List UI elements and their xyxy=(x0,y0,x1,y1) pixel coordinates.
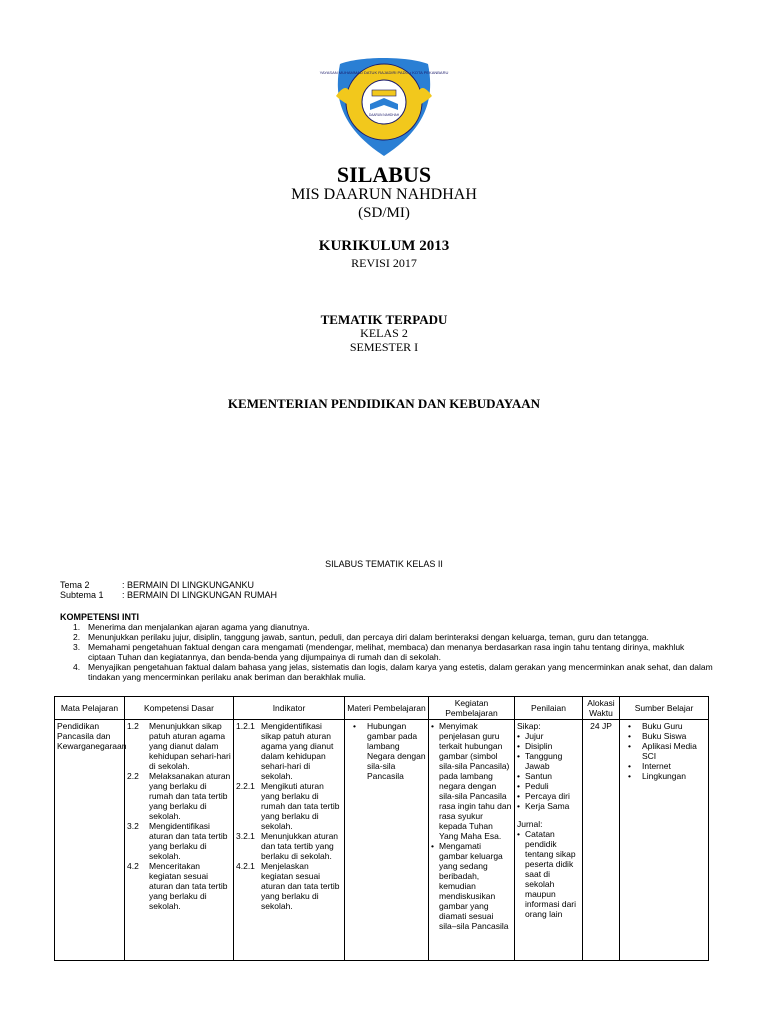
sikap-item: • Disiplin xyxy=(517,741,580,751)
indikator-number: 1.2.1 xyxy=(236,721,255,731)
ki-text: Menunjukkan perilaku jujur, disiplin, tanggung jawab, santun, peduli, dan percaya diri dalam berinteraksi dengan keluarga, teman, guru dan tetangga. xyxy=(88,632,649,642)
ki-text: Menyajikan pengetahuan faktual dalam bahasa yang jelas, sistematis dan logis, dalam karya yang estetis, dalam gerakan yang mencerminkan anak sehat, dan dalam tindakan yang mencerminkan perilaku anak beriman dan berakhlak mulia. xyxy=(88,662,713,682)
logo-ring-text: YAYASAN MUHAMMAD DATUK RAJADIRI PADO • KOTA PEKANBARU xyxy=(319,70,449,75)
kompetensi-inti-title: KOMPETENSI INTI xyxy=(60,612,140,622)
sumber-item: • Lingkungan xyxy=(622,771,706,781)
indikator-text: Mengikuti aturan yang berlaku di rumah dan tata tertib yang berlaku di sekolah. xyxy=(261,781,340,831)
tema-value: : BERMAIN DI LINGKUNGANKU xyxy=(122,580,255,590)
cell-kompetensi-dasar xyxy=(125,720,234,961)
subtema-value: : BERMAIN DI LINGKUNGAN RUMAH xyxy=(122,590,278,600)
ki-number: 2. xyxy=(73,632,81,642)
class-label: KELAS 2 xyxy=(360,326,408,340)
ki-text: Menerima dan menjalankan ajaran agama yang dianutnya. xyxy=(88,622,310,632)
indikator-number: 2.2.1 xyxy=(236,781,255,791)
cell-alokasi: 24 JP xyxy=(583,720,620,961)
header-materi: Materi Pembelajaran xyxy=(345,697,429,720)
cell-mapel: Pendidikan Pancasila dan Kewarganegaraan xyxy=(55,720,125,961)
sikap-item: • Peduli xyxy=(517,781,580,791)
kompetensi-inti-list xyxy=(60,622,714,682)
header-kompetensi-dasar: Kompetensi Dasar xyxy=(125,697,234,720)
kd-number: 1.2 xyxy=(127,721,139,731)
indikator-item xyxy=(236,781,342,831)
indikator-text: Mengidentifikasi sikap patuh aturan agama yang dianut dalam kehidupan sehari-hari di sekolah. xyxy=(261,721,334,781)
document-title: SILABUS xyxy=(336,162,432,187)
subject-title: TEMATIK TERPADU xyxy=(320,312,448,327)
header-kegiatan: Kegiatan Pembelajaran xyxy=(429,697,515,720)
sikap-item: • Santun xyxy=(517,771,580,781)
table-header-row xyxy=(55,697,709,720)
sumber-item: • Buku Siswa xyxy=(622,731,706,741)
sumber-item: • Aplikasi Media SCI xyxy=(622,741,706,761)
ki-item xyxy=(60,622,714,632)
cell-materi xyxy=(345,720,429,961)
school-name: MIS DAARUN NAHDHAH xyxy=(291,186,477,203)
header-indikator: Indikator xyxy=(234,697,345,720)
cell-sumber xyxy=(620,720,709,961)
ki-number: 1. xyxy=(73,622,81,632)
sikap-item: • Jujur xyxy=(517,731,580,741)
ki-text: Memahami pengetahuan faktual dengan cara mengamati (mendengar, melihat, membaca) dan menanya berdasarkan rasa ingin tahu tentang dirinya, makhluk ciptaan Tuhan dan kegiatannya, dan benda-benda yang dijumpainya di rumah dan di sekolah. xyxy=(88,642,685,662)
ki-item xyxy=(60,632,714,642)
kegiatan-item: • Mengamati gambar keluarga yang sedang beribadah, kemudian mendiskusikan gambar yang diamati sesuai sila–sila Pancasila xyxy=(431,841,512,931)
kd-number: 4.2 xyxy=(127,861,139,871)
ki-item xyxy=(60,662,714,682)
kd-item xyxy=(127,721,231,771)
school-logo xyxy=(319,54,449,160)
sumber-item: • Buku Guru xyxy=(622,721,706,731)
indikator-text: Menjelaskan kegiatan sesuai aturan dan tata tertib yang berlaku di sekolah. xyxy=(261,861,340,911)
kd-number: 3.2 xyxy=(127,821,139,831)
kd-item xyxy=(127,771,231,821)
indikator-item xyxy=(236,831,342,861)
jurnal-item: • Catatan pendidik tentang sikap peserta didik saat di sekolah maupun informasi dari orang lain xyxy=(517,829,580,919)
sikap-item: • Tanggung Jawab xyxy=(517,751,580,771)
kd-number: 2.2 xyxy=(127,771,139,781)
cell-indikator xyxy=(234,720,345,961)
jurnal-label: Jurnal: xyxy=(517,819,543,829)
logo-banner xyxy=(372,90,396,96)
syllabus-heading: SILABUS TEMATIK KELAS II xyxy=(325,559,443,569)
kegiatan-item: • Menyimak penjelasan guru terkait hubungan gambar (simbol sila-sila Pancasila) pada lambang negara dengan sila-sila Pancasila rasa ingin tahu dan rasa syukur kepada Tuhan Yang Maha Esa. xyxy=(431,721,512,841)
table-row xyxy=(55,720,709,961)
subtema-label: Subtema 1 xyxy=(60,590,104,600)
ki-item xyxy=(60,642,714,662)
header-penilaian: Penilaian xyxy=(515,697,583,720)
materi-item: • Hubungan gambar pada lambang Negara dengan sila-sila Pancasila xyxy=(347,721,426,781)
tema-row xyxy=(60,580,254,590)
ki-number: 3. xyxy=(73,642,81,652)
kd-text: Melaksanakan aturan yang berlaku di rumah dan tata tertib yang berlaku di sekolah. xyxy=(149,771,231,821)
syllabus-table xyxy=(54,696,709,961)
indikator-number: 3.2.1 xyxy=(236,831,255,841)
kd-text: Menunjukkan sikap patuh aturan agama yang dianut dalam kehidupan sehari-hari di sekolah. xyxy=(149,721,231,771)
sikap-item: • Kerja Sama xyxy=(517,801,580,811)
indikator-text: Menunjukkan aturan dan tata tertib yang berlaku di sekolah. xyxy=(261,831,339,861)
indikator-item xyxy=(236,861,342,911)
ministry-name: KEMENTERIAN PENDIDIKAN DAN KEBUDAYAAN xyxy=(227,396,541,411)
indikator-item xyxy=(236,721,342,781)
kd-item xyxy=(127,861,231,911)
school-level: (SD/MI) xyxy=(358,205,410,221)
sumber-item: • Internet xyxy=(622,761,706,771)
kd-text: Mengidentifikasi aturan dan tata tertib yang berlaku di sekolah. xyxy=(149,821,228,861)
tema-label: Tema 2 xyxy=(60,580,90,590)
cell-kegiatan xyxy=(429,720,515,961)
sikap-item: • Percaya diri xyxy=(517,791,580,801)
header-sumber: Sumber Belajar xyxy=(620,697,709,720)
header-mapel: Mata Pelajaran xyxy=(55,697,125,720)
kd-text: Menceritakan kegiatan sesuai aturan dan tata tertib yang berlaku di sekolah. xyxy=(149,861,228,911)
curriculum-title: KURIKULUM 2013 xyxy=(318,238,450,254)
header-alokasi: Alokasi Waktu xyxy=(583,697,620,720)
revision-label: REVISI 2017 xyxy=(351,256,417,270)
sikap-label: Sikap: xyxy=(517,721,541,731)
indikator-number: 4.2.1 xyxy=(236,861,255,871)
semester-label: SEMESTER I xyxy=(349,340,419,354)
ki-number: 4. xyxy=(73,662,81,672)
cell-penilaian xyxy=(515,720,583,961)
logo-inner-text: DAARUN NAHDHAH xyxy=(368,113,400,117)
subtema-row xyxy=(60,590,277,600)
kd-item xyxy=(127,821,231,861)
